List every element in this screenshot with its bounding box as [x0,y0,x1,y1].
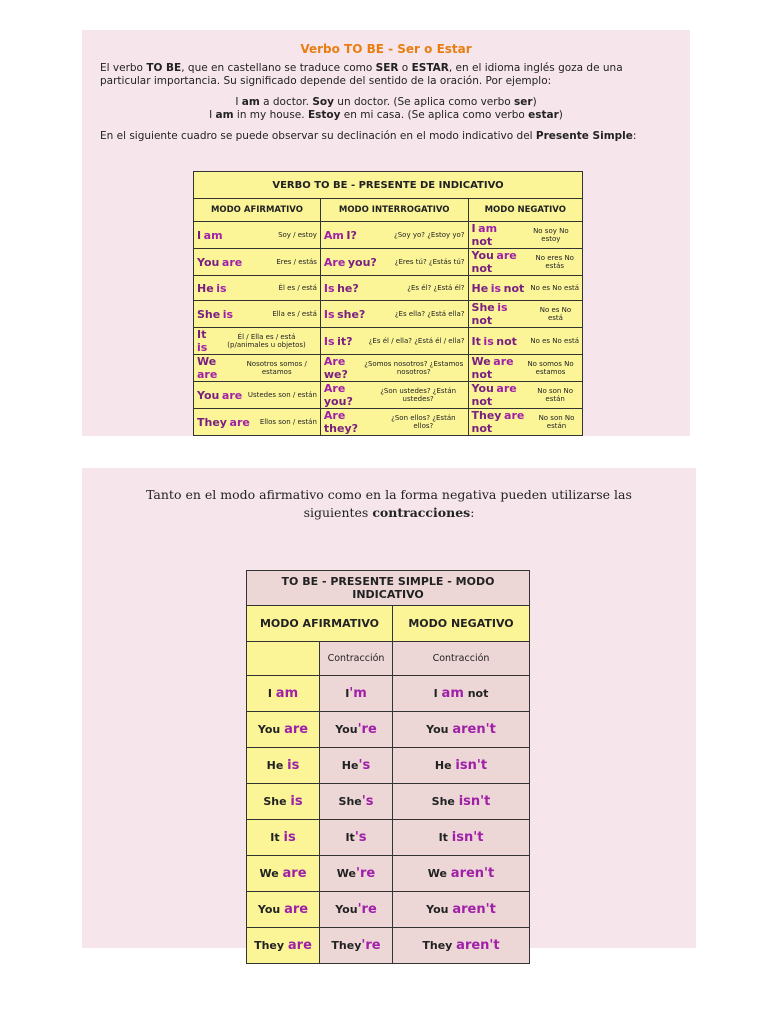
pronoun: I? [346,228,357,242]
pronoun: You [426,903,449,916]
empty-subheader [247,642,320,676]
table-intro: En el siguiente cuadro se puede observar su declinación en el modo indicativo del Presente Simple: [100,130,637,142]
negative-form [472,335,517,348]
negative-cell [393,820,530,856]
contraction-suffix: 're [357,902,377,917]
header-negative: MODO NEGATIVO [393,606,530,642]
contraction-cell [320,676,393,712]
interrogative-cell [320,249,468,276]
pronoun: We [197,355,217,368]
negative-cell [393,712,530,748]
table-row [194,382,583,409]
affirmative-form [197,389,242,402]
negative-cell [393,676,530,712]
affirmative-content [197,282,317,295]
table-row [247,712,530,748]
not-word: not [503,281,525,295]
not-word: not [471,395,493,408]
negative-form [472,301,529,327]
contraction-suffix: 're [357,722,377,737]
verb: are [504,409,525,422]
negative-content [472,382,579,408]
table-row [247,928,530,964]
verb: is [290,794,303,809]
interrogative-cell [320,222,468,249]
affirmative-form [197,229,223,242]
pronoun: They [331,939,362,952]
negative-content [472,282,579,295]
affirmative-form [197,328,213,354]
contraction-cell [320,892,393,928]
contraction-cell [320,856,393,892]
table-row [194,328,583,355]
contraction-suffix: 're [361,938,381,953]
translation: ¿Es ella? ¿Está ella? [394,310,465,318]
contractions-panel [82,468,696,953]
verb: Are [323,355,346,368]
affirmative-cell [247,676,320,712]
not-word: not [471,262,493,275]
affirmative-cell [194,222,321,249]
translation: No son No están [537,387,574,403]
pronoun: She [263,795,287,808]
pronoun: It [471,334,481,348]
not-word: not [471,422,493,435]
verb: are [496,382,517,395]
interrogative-cell [320,328,468,355]
pronoun: He [341,759,359,772]
verb: aren't [456,938,500,953]
affirmative-cell [194,328,321,355]
negative-cell [468,409,582,436]
interrogative-content [324,308,465,321]
table-row [247,892,530,928]
affirmative-content [197,416,317,429]
translation: Nosotros somos / estamos [246,360,307,376]
pronoun: I [471,222,476,235]
verb: are [221,388,243,402]
pronoun: You [335,903,358,916]
pronoun: He [471,281,489,295]
pronoun: He [266,759,284,772]
pronoun: We [336,867,356,880]
header-affirmative: MODO AFIRMATIVO [247,606,393,642]
negative-content [472,355,579,381]
header-affirmative: MODO AFIRMATIVO [194,199,321,222]
verb: Are [323,409,346,422]
contraction-cell [320,820,393,856]
interrogative-content [324,256,465,269]
interrogative-form [324,335,353,348]
table-row [247,856,530,892]
negative-cell [468,222,582,249]
table-row [194,249,583,276]
pronoun: she? [337,307,366,321]
translation: ¿Son ustedes? ¿Están ustedes? [380,387,457,403]
verb: are [221,255,243,269]
table-row [194,301,583,328]
contractions-table [246,570,530,964]
negative-cell [393,892,530,928]
negative-cell [468,328,582,355]
translation: ¿Somos nosotros? ¿Estamos nosotros? [364,360,464,376]
subheader-contraction: Contracción [320,642,393,676]
pronoun: She [338,795,362,808]
affirmative-form [197,416,250,429]
interrogative-form [324,308,365,321]
translation: Ella es / está [272,310,317,318]
table-caption: TO BE - PRESENTE SIMPLE - MODO INDICATIVO [247,571,530,606]
header-negative: MODO NEGATIVO [468,199,582,222]
verb: is [216,281,227,295]
translation: No es No está [530,337,579,345]
pronoun: It [345,831,355,844]
interrogative-cell [320,355,468,382]
translation: Él es / está [278,284,317,292]
pronoun: we? [323,368,348,381]
header-interrogative: MODO INTERROGATIVO [320,199,468,222]
pronoun: It [270,831,280,844]
contraction-cell [320,784,393,820]
interrogative-content [324,409,465,435]
pronoun: I [267,687,272,700]
contraction-suffix: 's [354,830,367,845]
affirmative-cell [247,748,320,784]
verb: is [497,301,508,314]
verb: am [275,686,299,701]
table-row [247,784,530,820]
pronoun: You [426,723,449,736]
translation: Eres / estás [276,258,317,266]
verb: isn't [458,794,491,809]
pronoun: you? [323,395,353,408]
pronoun: We [471,355,491,368]
negative-form [472,222,520,248]
affirmative-cell [194,355,321,382]
contraction-suffix: 're [355,866,376,881]
negative-cell [468,382,582,409]
verb: are [282,866,307,881]
affirmative-form [197,355,234,381]
affirmative-cell [194,301,321,328]
translation: No son No están [538,414,575,430]
translation: ¿Eres tú? ¿Estás tú? [394,258,465,266]
translation: ¿Son ellos? ¿Están ellos? [391,414,456,430]
pronoun: You [335,723,358,736]
verb: are [496,249,517,262]
table-row [194,355,583,382]
interrogative-content [324,335,465,348]
affirmative-cell [194,409,321,436]
contraction-suffix: 'm [349,686,367,701]
pronoun: I [433,687,438,700]
interrogative-form [324,282,359,295]
interrogative-cell [320,382,468,409]
negative-form [472,249,528,275]
pronoun: She [197,307,221,321]
verb: are [493,355,514,368]
negative-cell [393,748,530,784]
affirmative-form [197,308,233,321]
translation: ¿Es él? ¿Está él? [407,284,465,292]
verb: aren't [452,902,496,917]
verb: are [197,368,218,381]
negative-cell [468,355,582,382]
verb: Is [323,281,335,295]
pronoun: it? [337,334,353,348]
affirmative-content [197,229,317,242]
intro-paragraph: El verbo TO BE, que en castellano se traduce como SER o ESTAR, en el idioma inglés goza de una particular importancia. Su significado depende del sentido de la oración. Por ejemplo: [100,62,623,87]
affirmative-cell [194,249,321,276]
verb: are [284,902,309,917]
translation: ¿Es él / ella? ¿Está él / ella? [368,337,465,345]
verb: am [203,228,223,242]
negative-cell [468,249,582,276]
pronoun: He [197,281,214,295]
pronoun: You [471,249,494,262]
negative-cell [468,276,582,301]
verb: are [284,722,309,737]
translation: No soy No estoy [533,227,569,243]
verb: is [283,830,296,845]
table-row [247,748,530,784]
negative-content [472,301,579,327]
interrogative-form [324,382,369,408]
verb: is [222,307,234,321]
negative-cell [393,856,530,892]
verb: am [441,686,464,701]
translation: Él / Ella es / está (p/animales u objetos) [227,333,306,349]
negative-content [472,409,579,435]
pronoun: You [257,903,281,916]
verb: Am [323,228,344,242]
negative-content [472,222,579,248]
table-caption: VERBO TO BE - PRESENTE DE INDICATIVO [194,172,583,199]
table-row [194,409,583,436]
pronoun: They [422,939,453,952]
affirmative-content [197,308,317,321]
conjugation-table [193,171,583,436]
example-line-1: I am a doctor. Soy un doctor. (Se aplica como verbo ser) [235,96,537,108]
negative-form [472,282,525,295]
verb: is [490,281,502,295]
translation: Ustedes son / están [247,391,317,399]
verb: is [197,341,208,354]
interrogative-content [324,282,465,295]
affirmative-cell [247,784,320,820]
negative-form [472,409,531,435]
verb: isn't [451,830,484,845]
verb: is [287,758,300,773]
verb: Is [323,307,335,321]
subheader-contraction: Contracción [393,642,530,676]
contraction-suffix: 's [358,758,371,773]
translation: No somos No estamos [527,360,574,376]
contraction-suffix: 's [361,794,374,809]
affirmative-form [197,282,227,295]
negative-content [472,249,579,275]
affirmative-content [197,256,317,269]
contraction-cell [320,748,393,784]
pronoun: he? [337,281,359,295]
translation: Ellos son / están [259,418,317,426]
verb: Are [323,255,346,269]
pronoun: You [471,382,494,395]
contractions-intro: Tanto en el modo afirmativo como en la forma negativa pueden utilizarse las siguientes contracciones: [146,487,632,520]
affirmative-cell [247,820,320,856]
pronoun: We [427,867,447,880]
negative-cell [393,784,530,820]
negative-form [472,382,529,408]
pronoun: It [438,831,448,844]
table-row [247,820,530,856]
pronoun: They [254,939,285,952]
pronoun: You [197,255,220,269]
interrogative-form [324,355,360,381]
not-word: not [471,368,493,381]
example-line-2: I am in my house. Estoy en mi casa. (Se aplica como verbo estar) [209,109,563,121]
verb: Is [323,334,335,348]
negative-cell [393,928,530,964]
interrogative-content [324,229,465,242]
affirmative-content [197,389,317,402]
not-word: not [471,314,493,327]
negative-form [472,355,520,381]
verb: aren't [450,866,495,881]
translation: No eres No estás [535,254,574,270]
verb: Are [323,382,346,395]
affirmative-content [197,355,317,381]
affirmative-cell [194,276,321,301]
interrogative-form [324,229,357,242]
negative-cell [468,301,582,328]
verb: are [287,938,312,953]
contraction-cell [320,928,393,964]
translation: No es No está [539,306,572,322]
affirmative-cell [247,892,320,928]
verb: is [483,334,494,348]
verb: are [229,415,250,429]
affirmative-cell [247,928,320,964]
verb: isn't [455,758,488,773]
translation: ¿Soy yo? ¿Estoy yo? [394,231,465,239]
pronoun: they? [323,422,358,435]
interrogative-cell [320,276,468,301]
not-word: not [467,687,489,700]
affirmative-content [197,328,317,354]
table-row [194,222,583,249]
pronoun: They [471,409,502,422]
translation: Soy / estoy [278,231,317,239]
verb: am [478,222,498,235]
table-row [194,276,583,301]
affirmative-cell [247,712,320,748]
interrogative-cell [320,301,468,328]
pronoun: We [259,867,279,880]
pronoun: You [257,723,281,736]
negative-content [472,335,579,348]
interrogative-cell [320,409,468,436]
verb: aren't [452,722,496,737]
translation: No es No está [530,284,579,292]
verb-to-be-panel [82,30,690,436]
panel-title: Verbo TO BE - Ser o Estar [300,42,472,56]
interrogative-form [324,409,379,435]
pronoun: She [471,301,495,314]
pronoun: I [197,228,202,242]
affirmative-cell [194,382,321,409]
affirmative-form [197,256,242,269]
interrogative-content [324,355,465,381]
interrogative-form [324,256,377,269]
pronoun: You [197,388,220,402]
contraction-cell [320,712,393,748]
not-word: not [496,334,517,348]
pronoun: She [431,795,455,808]
affirmative-cell [247,856,320,892]
pronoun: He [434,759,452,772]
pronoun: I [345,687,350,700]
interrogative-content [324,382,465,408]
not-word: not [471,235,493,248]
pronoun: It [197,328,207,341]
table-row [247,676,530,712]
pronoun: They [197,415,227,429]
pronoun: you? [347,255,377,269]
